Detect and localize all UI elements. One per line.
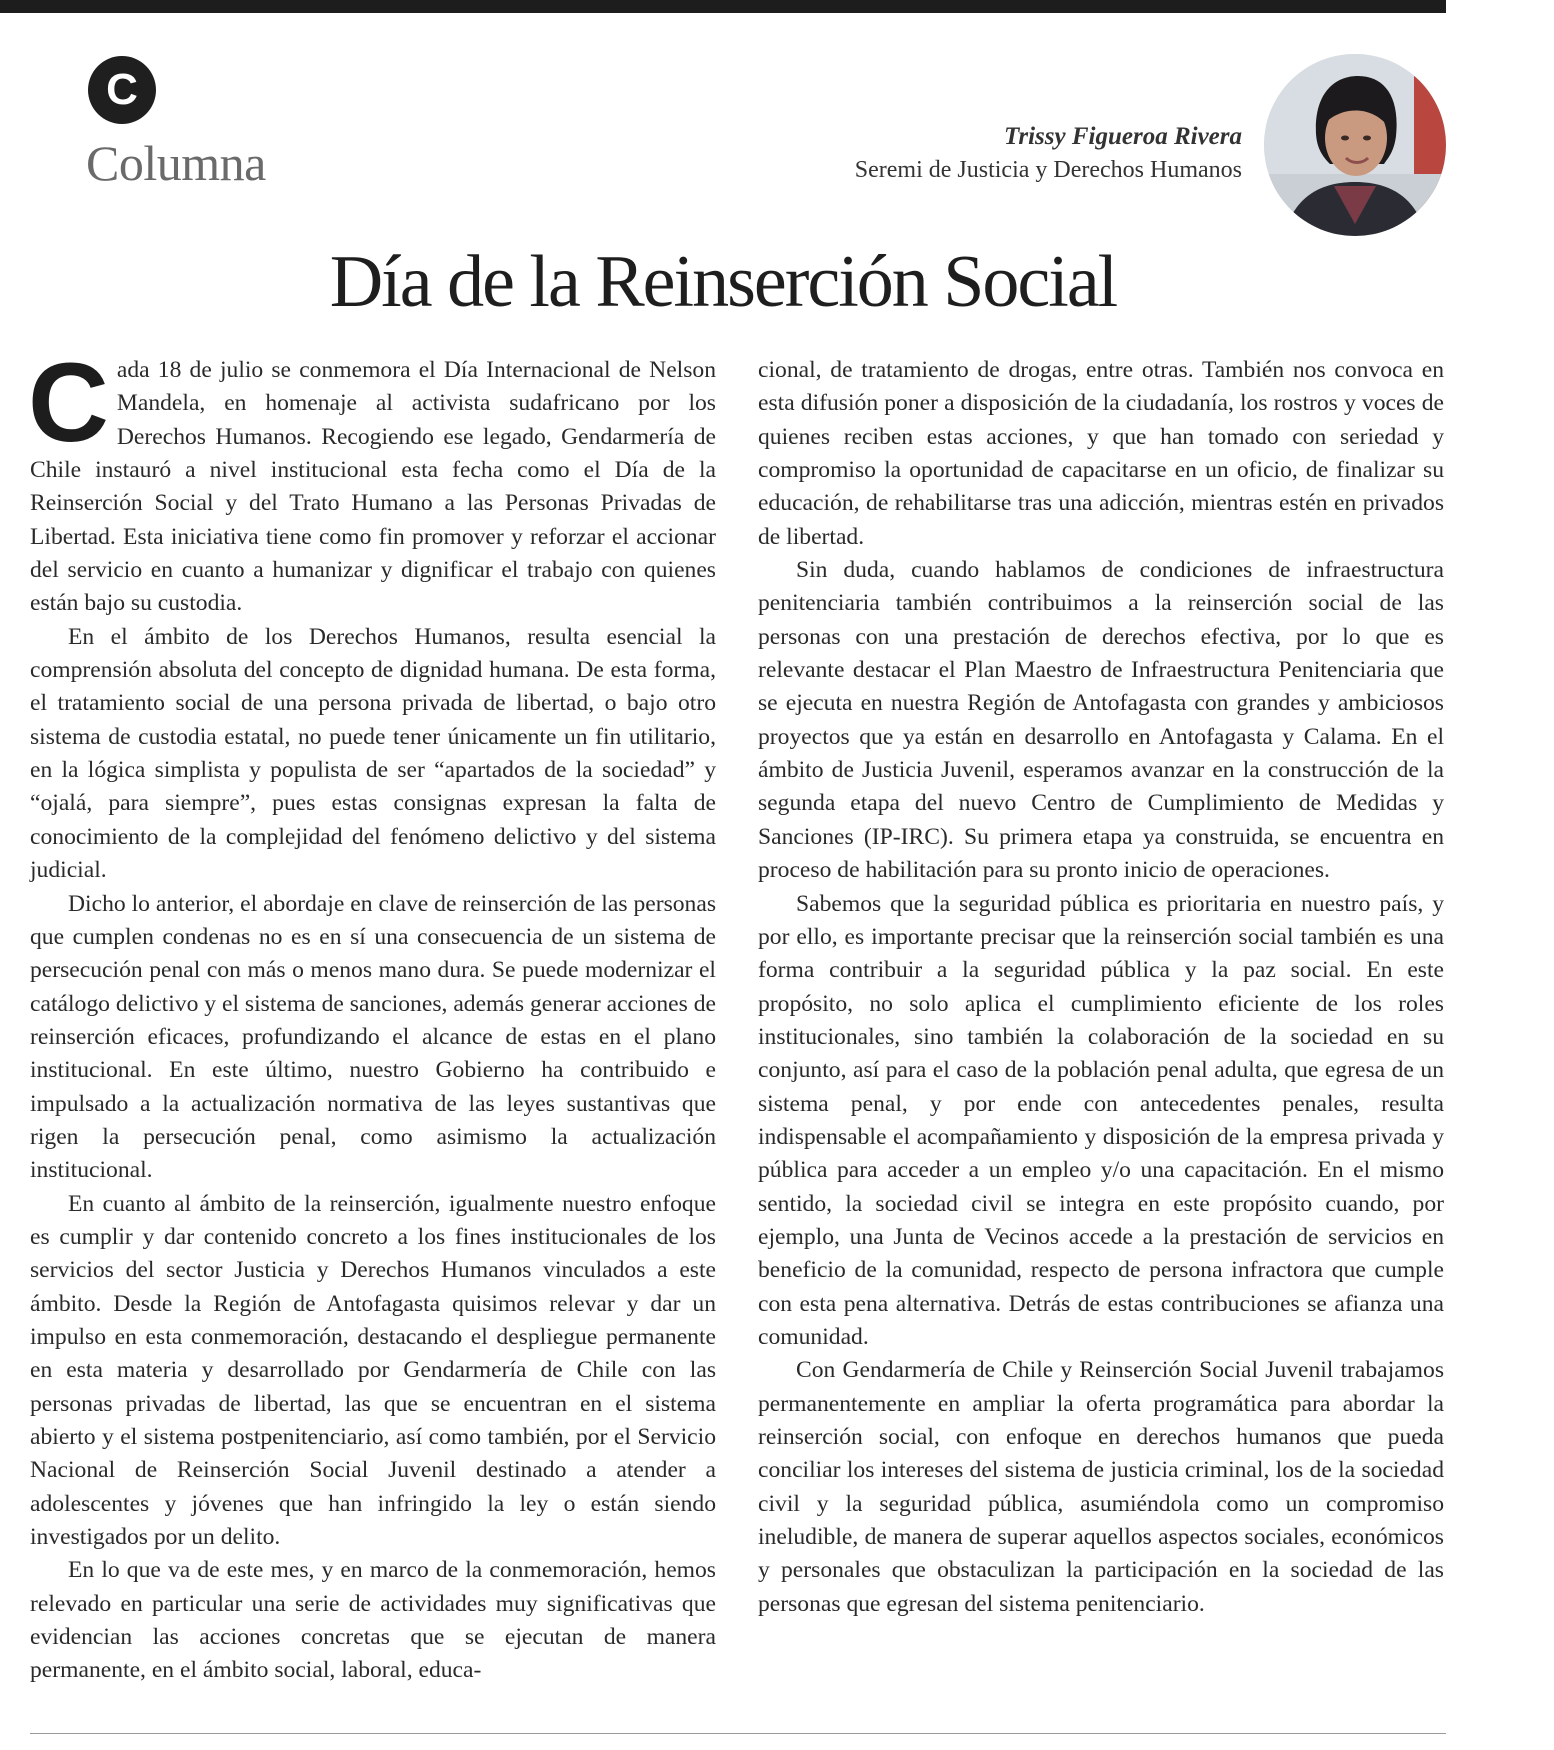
paragraph: [28, 340, 716, 621]
paragraph: Dicho lo anterior, el abordaje en clave de reinserción de las personas que cumplen condenas no es en sí una consecuencia de un sistema de persecución penal con más o menos mano dura. Se puede modernizar el catálogo delictivo y el sistema de sanciones, además generar acciones de reinserción eficaces, profundizando el alcance de estas en el plano institucional. En este último, nuestro Gobierno ha contribuido e impulsado a la actualización normativa de las leyes sustantivas que rigen la persecución penal, como asimismo la actualización institucional.: [30, 890, 716, 1184]
paragraph-text: ada 18 de julio se conmemora el Día Internacional de Nelson Mandela, en homenaje al activista sudafricano por los Derechos Humanos. Recogiendo ese legado, Gendarmería de Chile instauró a nivel institucional esta fecha como el Día de la Reinserción Social y del Trato Humano a las Personas Privadas de Libertad. Esta iniciativa tiene como fin promover y reforzar el accionar del servicio en cuanto a humanizar y dignificar el trabajo con quienes están bajo su custodia.: [30, 357, 716, 617]
article-column-right: [758, 354, 1444, 1621]
section-label: Columna: [86, 135, 266, 191]
top-rule: [0, 0, 1446, 13]
bottom-rule: [30, 1733, 1446, 1734]
drop-cap: C: [28, 340, 109, 465]
author-portrait: [1264, 54, 1446, 236]
portrait-illustration: [1264, 54, 1446, 236]
author-name: Trissy Figueroa Rivera: [1004, 123, 1242, 150]
paragraph: En cuanto al ámbito de la reinserción, igualmente nuestro enfoque es cumplir y dar contenido concreto a los fines institucionales de los servicios del sector Justicia y Derechos Humanos vinculados a este ámbito. Desde la Región de Antofagasta quisimos relevar y dar un impulso en esta conmemoración, destacando el despliegue permanente en esta materia y desarrollado por Gendarmería de Chile con las personas privadas de libertad, las que se encuentran en el sistema abierto y el sistema postpenitenciario, así como también, por el Servicio Nacional de Reinserción Social Juvenil destinado a atender a adolescentes y jóvenes que han infringido la ley o están siendo investigados por un delito.: [30, 1190, 716, 1551]
article-column-left: [28, 340, 716, 1688]
headline: Día de la Reinserción Social: [329, 241, 1117, 323]
paragraph: Con Gendarmería de Chile y Reinserción Social Juvenil trabajamos permanentemente en ampliar la oferta programática para abordar la reinserción social, con enfoque en derechos humanos que pueda conciliar los intereses del sistema de justicia criminal, los de la sociedad civil y la seguridad pública, asumiéndola como un compromiso ineludible, de manera de superar aquellos aspectos sociales, económicos y personales que obstaculizan la participación en la sociedad de las personas que egresan del sistema penitenciario.: [758, 1357, 1444, 1617]
author-role: Seremi de Justicia y Derechos Humanos: [854, 157, 1242, 183]
paragraph: Sabemos que la seguridad pública es prioritaria en nuestro país, y por ello, es importante precisar que la reinserción social también es una forma contribuir a la seguridad pública y la paz social. En este propósito, no solo aplica el cumplimiento eficiente de los roles institucionales, sino también la colaboración de la sociedad en su conjunto, así para el caso de la población penal adulta, que egresa de un sistema penal, y por ende con antecedentes penales, resulta indispensable el acompañamiento y disposición de la empresa privada y pública para acceder a un empleo y/o una capacitación. En el mismo sentido, la sociedad civil se integra en este propósito cuando, por ejemplo, una Junta de Vecinos accede a la prestación de servicios en beneficio de la comunidad, respecto de persona infractora que cumple con esta pena alternativa. Detrás de estas contribuciones se afianza una comunidad.: [758, 890, 1444, 1350]
paragraph: En el ámbito de los Derechos Humanos, resulta esencial la comprensión absoluta del concepto de dignidad humana. De esta forma, el tratamiento social de una persona privada de libertad, o bajo otro sistema de custodia estatal, no puede tener únicamente un fin utilitario, en la lógica simplista y populista de ser “apartados de la sociedad” y “ojalá, para siempre”, pues estas consignas expresan la falta de conocimiento de la complejidad del fenómeno delictivo y del sistema judicial.: [30, 623, 716, 884]
section-badge: C: [88, 56, 156, 124]
paragraph: cional, de tratamiento de drogas, entre otras. También nos convoca en esta difusión poner a disposición de la ciudadanía, los rostros y voces de quienes reciben estas acciones, y que han tomado con seriedad y compromiso la oportunidad de capacitarse en un oficio, de finalizar su educación, de rehabilitarse tras una adicción, mientras estén en privados de libertad.: [758, 357, 1444, 550]
paragraph: En lo que va de este mes, y en marco de la conmemoración, hemos relevado en particular una serie de actividades muy significativas que evidencian las acciones concretas que se ejecutan de manera permanente, en el ámbito social, laboral, educa-: [30, 1557, 716, 1684]
paragraph: Sin duda, cuando hablamos de condiciones de infraestructura penitenciaria también contribuimos a la reinserción social de las personas con una prestación de derechos efectiva, por lo que es relevante destacar el Plan Maestro de Infraestructura Penitenciaria que se ejecuta en nuestra Región de Antofagasta con grandes y ambiciosos proyectos que ya están en desarrollo en Antofagasta y Calama. En el ámbito de Justicia Juvenil, esperamos avanzar en la construcción de la segunda etapa del nuevo Centro de Cumplimiento de Medidas y Sanciones (IP-IRC). Su primera etapa ya construida, se encuentra en proceso de habilitación para su pronto inicio de operaciones.: [758, 557, 1444, 884]
